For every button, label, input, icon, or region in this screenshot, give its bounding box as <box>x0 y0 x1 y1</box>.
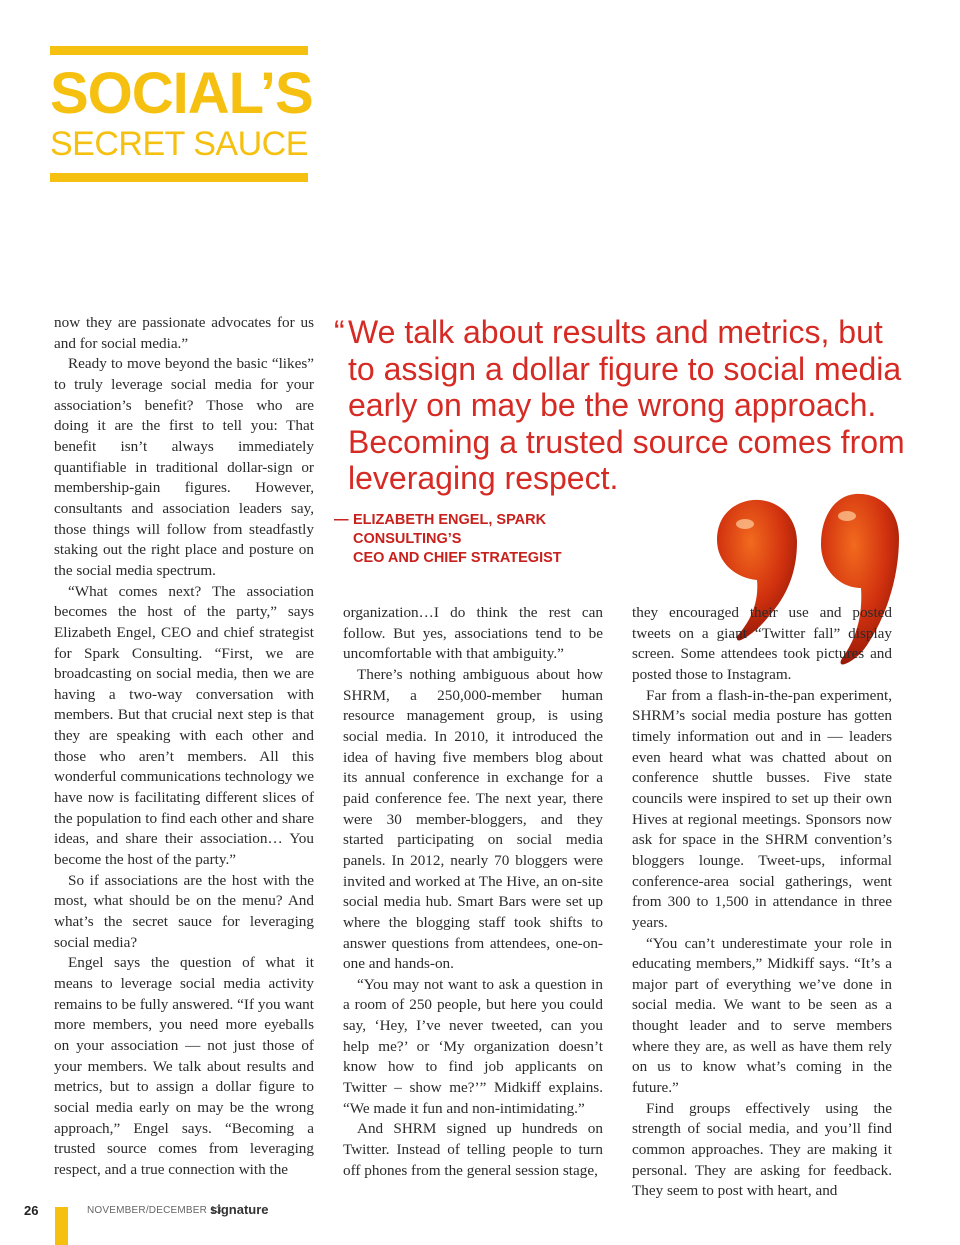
pull-quote-open-mark: “ <box>334 314 345 350</box>
paragraph: now they are passionate advocates for us and for social media.” <box>54 314 314 352</box>
page-number: 26 <box>24 1203 39 1218</box>
paragraph: So if associations are the host with the most, what should be on the menu? And what’s the secret sauce for leveraging social media? <box>54 871 314 951</box>
paragraph: Engel says the question of what it means to leverage social media activity remains to be fully answered. “If you want more members, you need more eyeballs on your association — not just those of your members. We talk about results and metrics, but to assign a dollar figure to social media early on may be the wrong approach,” Engel says. “Becoming a trusted source comes from leveraging respect, and a true connection with the <box>54 954 314 1178</box>
attribution-name: ELIZABETH ENGEL, SPARK CONSULTING’S <box>353 512 547 547</box>
paragraph: organization…I do think the rest can follow. But yes, associations tend to be uncomfortable with that ambiguity.” <box>343 604 603 663</box>
article-title: SOCIAL’S <box>50 61 313 126</box>
paragraph: Find groups effectively using the strength of social media, and you’ll find common approaches. They are making it personal. They are asking for feedback. They seem to post with heart, and <box>632 1099 892 1200</box>
paragraph: There’s nothing ambiguous about how SHRM, a 250,000-member human resource management group, is using social media. In 2010, it introduced the idea of having five members blog about its annual conference in exchange for a paid conference fee. The next year, there were 30 member-bloggers, and they started participating on social media panels. In 2012, nearly 70 bloggers were invited and worked at The Hive, an on-site social media hub. Smart Bars were set up where the blogging staff took shifts to answer questions from attendees, one-on-one and hands-on. <box>343 665 603 973</box>
attribution-dash: — <box>334 512 349 528</box>
paragraph: And SHRM signed up hundreds on Twitter. Instead of telling people to turn off phones from the general session stage, <box>343 1120 603 1179</box>
pull-quote-attribution <box>334 511 654 568</box>
attribution-title: CEO AND CHIEF STRATEGIST <box>353 550 562 566</box>
paragraph: “What comes next? The association becomes the host of the party,” says Elizabeth Engel, CEO and chief strategist for Spark Consulting. “First, we are broadcasting on social media, then we are having a two-way conversation with members. But that crucial next step is that they are speaking with each other and those who aren’t members. All this wonderful communications technology we have now is facilitating different slices of the population to find each other and share ideas, and share their association… You become the host of the party.” <box>54 582 314 869</box>
title-block <box>50 46 313 182</box>
issue-date: NOVEMBER/DECEMBER 13 <box>87 1205 222 1216</box>
text-column-2 <box>343 603 603 1181</box>
paragraph: “You may not want to ask a question in a room of 250 people, but here you could say, ‘Hey, I’ve never tweeted, can you help me?’ or ‘My organization doesn’t know how to find job applicants on Twitter – show me?’” Midkiff explains. “We made it fun and non-intimidating.” <box>343 975 603 1117</box>
paragraph: they encouraged their use and posted tweets on a giant “Twitter fall” display screen. Some attendees took pictures and posted those to Instagram. <box>632 604 892 683</box>
article-subtitle: SECRET SAUCE <box>50 125 308 163</box>
paragraph: “You can’t underestimate your role in educating members,” Midkiff says. “It’s a major part of everything we’ve done in social media. We want to be seen as a thought leader and to serve members where they are, as well as have them rely on us to know what’s coming in the future.” <box>632 934 892 1097</box>
footer-accent-bar <box>55 1207 68 1245</box>
text-column-1 <box>54 313 314 1181</box>
sauce-highlight-right <box>838 511 856 521</box>
magazine-name: signature <box>210 1202 269 1217</box>
title-bottom-rule <box>50 173 308 182</box>
paragraph: Ready to move beyond the basic “likes” to truly leverage social media for your association’s benefit? Those who are doing it are the first to tell you: That benefit isn’t always immediately quantifiable in traditional dollar-sign or membership-gain figures. However, consultants and association leaders say, those things will follow from steadfastly staking out the right place and posture on the social media spectrum. <box>54 355 314 579</box>
paragraph: Far from a flash-in-the-pan experiment, SHRM’s social media posture has gotten timely information out and in — leaders even heard what was chatted about on conference shuttle busses. Five state councils were inspired to set up their own Hives at regional meetings. Sponsors now ask for space in the SHRM convention’s bloggers lounge. Tweet-ups, informal conference-area social gatherings, went from 300 to 1,500 in attendance in three years. <box>632 686 892 931</box>
text-column-3 <box>632 603 892 1202</box>
title-top-rule <box>50 46 308 55</box>
pull-quote-text: We talk about results and metrics, but to assign a dollar figure to social media early on may be the wrong approach. Becoming a trusted source comes from leveraging respect. <box>348 314 905 496</box>
pull-quote <box>334 314 914 497</box>
sauce-highlight-left <box>736 519 754 529</box>
